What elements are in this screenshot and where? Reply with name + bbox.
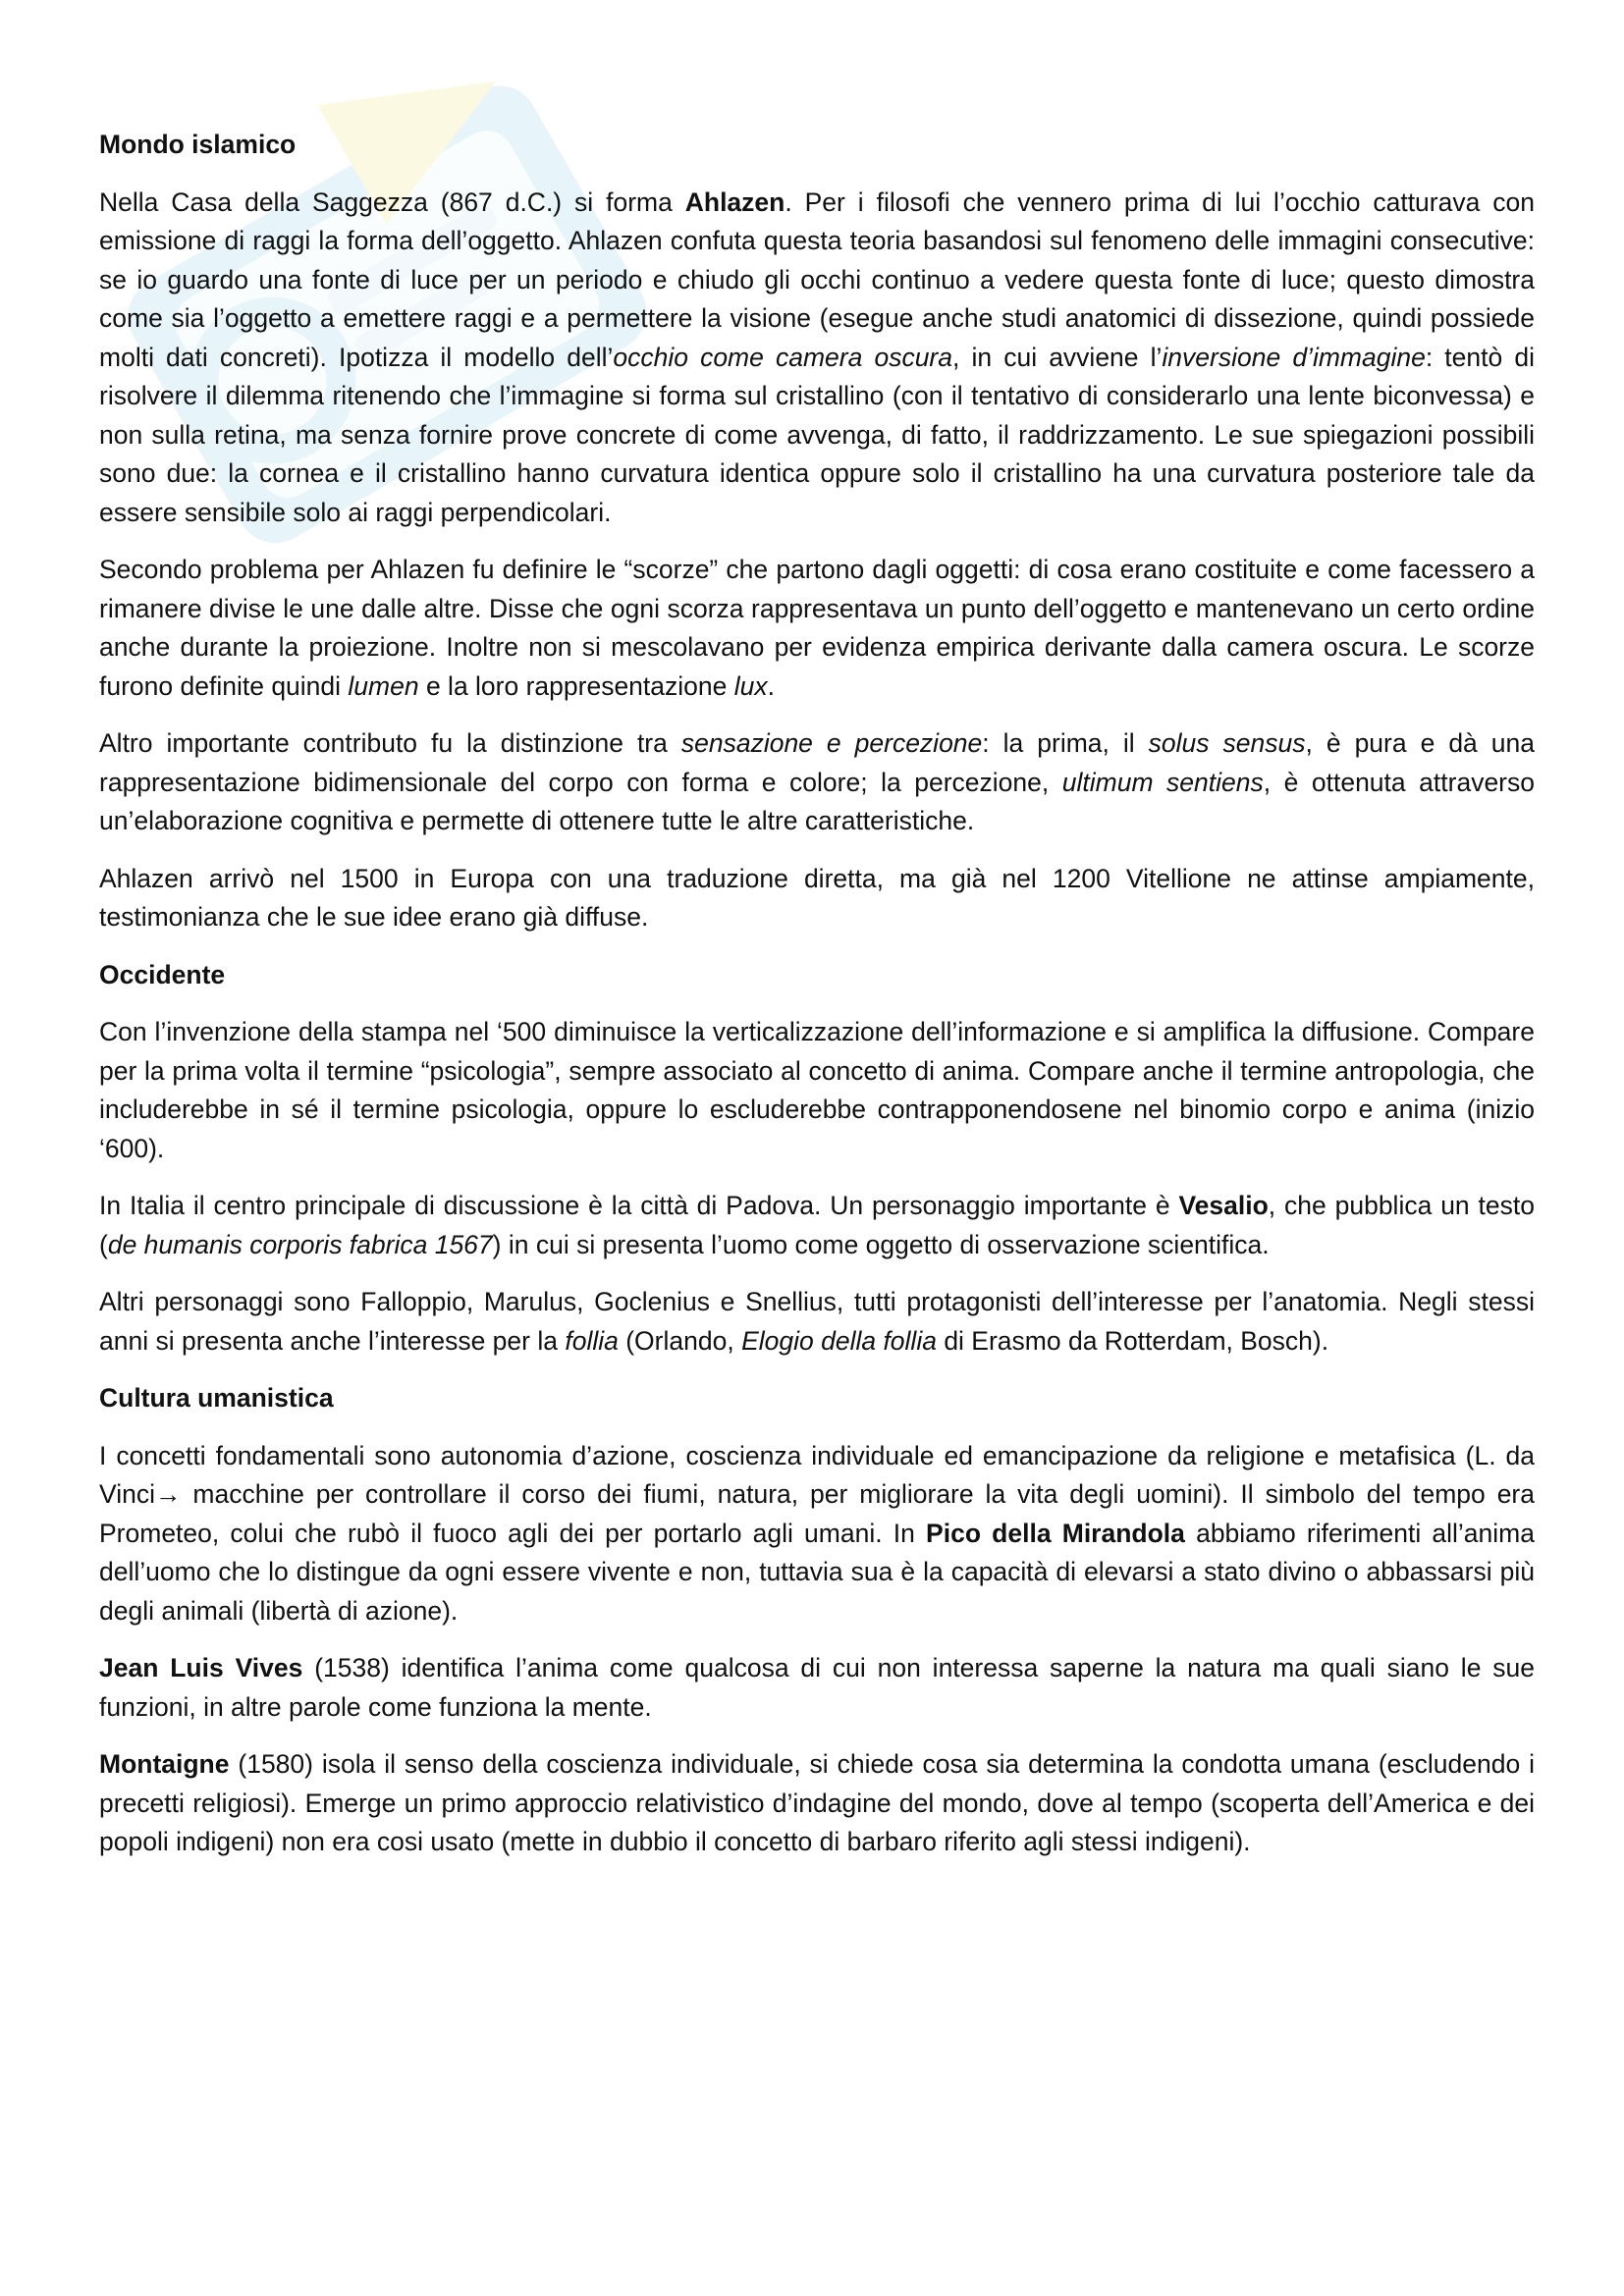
text-run: Secondo problema per Ahlazen fu definire le “scorze” che partono dagli oggetti: di cosa erano costituite e come facessero a rimanere divise le une dalle altre. Disse che ogni scorza rappresentava un punto dell’oggetto e mantenevano un certo ordine anche durante la proiezione. Inoltre non si mescolavano per evidenza empirica derivante dalla camera oscura. Le scorze furono definite quindi	[99, 555, 1535, 701]
italic-text: de humanis corporis fabrica 1567	[107, 1229, 493, 1259]
bold-text: Ahlazen	[684, 187, 785, 217]
text-run: Ahlazen arrivò nel 1500 in Europa con una traduzione diretta, ma già nel 1200 Vitellione ne attinse ampiamente, testimonianza che le sue idee erano già diffuse.	[99, 863, 1535, 932]
text-run: .	[767, 670, 776, 701]
paragraph	[99, 1283, 1535, 1361]
paragraph	[99, 1437, 1535, 1631]
paragraph	[99, 1745, 1535, 1862]
italic-text: Elogio della follia	[741, 1325, 937, 1356]
document-body	[99, 126, 1535, 1881]
text-run: , è ottenuta attraverso un’elaborazione cognitiva e permette di ottenere tutte le altre caratteristiche.	[99, 767, 1535, 835]
text-run: (1580) isola il senso della coscienza individuale, si chiede cosa sia determina la condotta umana (escludendo i precetti religiosi). Emerge un primo approccio relativistico d’indagine del mondo, dove al tempo (scoperta dell’America e dei popoli indigeni) non era cosi usato (mette in dubbio il concetto di barbaro riferito agli stessi indigeni).	[99, 1749, 1535, 1856]
text-run: di Erasmo da Rotterdam, Bosch).	[936, 1325, 1329, 1356]
italic-text: solus sensus	[1148, 728, 1306, 758]
text-run: abbiamo riferimenti all’anima dell’uomo che lo distingue da ogni essere vivente e non, tuttavia sua è la capacità di elevarsi a stato divino o abbassarsi più degli animali (libertà di azione).	[99, 1518, 1535, 1626]
text-run: (Orlando,	[618, 1325, 742, 1356]
text-run: . Per i filosofi che vennero prima di lui l’occhio catturava con emissione di raggi la forma dell’oggetto. Ahlazen confuta questa teoria basandosi sul fenomeno delle immagini consecutive: se io guardo una fonte di luce per un periodo e chiudo gli occhi continuo a vedere questa fonte di luce; questo dimostra come sia l’oggetto a emettere raggi e a permettere la visione (esegue anche studi anatomici di dissezione, quindi possiede molti dati concreti). Ipotizza il modello dell’	[99, 187, 1535, 372]
section-heading: Occidente	[99, 959, 226, 989]
paragraph	[99, 1013, 1535, 1168]
text-run: In Italia il centro principale di discussione è la città di Padova. Un personaggio importante è	[99, 1191, 1179, 1220]
text-run: Nella Casa della Saggezza (867 d.C.) si forma	[99, 187, 685, 217]
paragraph	[99, 551, 1535, 706]
bold-text: Vesalio	[1178, 1191, 1269, 1220]
italic-text: occhio come camera oscura	[613, 342, 952, 372]
text-run: Con l’invenzione della stampa nel ‘500 diminuisce la verticalizzazione dell’informazione e si amplifica la diffusione. Compare per la prima volta il termine “psicologia”, sempre associato al concetto di anima. Compare anche il termine antropologia, che includerebbe in sé il termine psicologia, oppure lo escluderebbe contrapponendosene nel binomio corpo e anima (inizio ‘600).	[99, 1017, 1535, 1163]
paragraph	[99, 184, 1535, 533]
paragraph	[99, 860, 1535, 937]
section-heading: Mondo islamico	[99, 130, 297, 159]
text-run: e la loro rappresentazione	[418, 670, 734, 701]
text-run: ) in cui si presenta l’uomo come oggetto di osservazione scientifica.	[492, 1229, 1270, 1259]
text-run: I concetti fondamentali sono autonomia d’azione, coscienza individuale ed emancipazione da religione e metafisica (L. da Vinci→ macchine per controllare il corso dei fiumi, natura, per migliorare la vita degli uomini). Il simbolo del tempo era Prometeo, colui che rubò il fuoco agli dei per portarlo agli umani. In	[99, 1440, 1535, 1548]
italic-text: ultimum sentiens	[1061, 767, 1264, 797]
bold-text: Montaigne	[99, 1749, 230, 1779]
text-run: , è pura e dà una rappresentazione bidimensionale del corpo con forma e colore; la percezione,	[99, 728, 1535, 797]
bold-text: Jean Luis Vives	[99, 1653, 303, 1682]
text-run: Altro importante contributo fu la distinzione tra	[99, 728, 681, 758]
text-run: (1538) identifica l’anima come qualcosa di cui non interessa saperne la natura ma quali siano le sue funzioni, in altre parole come funziona la mente.	[99, 1653, 1535, 1722]
italic-text: lumen	[348, 670, 419, 701]
italic-text: follia	[565, 1325, 619, 1356]
italic-text: lux	[733, 670, 768, 701]
text-run: , che pubblica un testo (	[99, 1191, 1535, 1259]
text-run: Altri personaggi sono Falloppio, Marulus, Goclenius e Snellius, tutti protagonisti dell’interesse per l’anatomia. Negli stessi anni si presenta anche l’interesse per la	[99, 1287, 1535, 1356]
text-run: : tentò di risolvere il dilemma ritenendo che l’immagine si forma sul cristallino (con il tentativo di considerarlo una lente biconvessa) e non sulla retina, ma senza fornire prove concrete di come avvenga, di fatto, il raddrizzamento. Le sue spiegazioni possibili sono due: la cornea e il cristallino hanno curvatura identica oppure solo il cristallino ha una curvatura posteriore tale da essere sensibile solo ai raggi perpendicolari.	[99, 342, 1535, 527]
paragraph	[99, 1649, 1535, 1727]
paragraph	[99, 1187, 1535, 1264]
bold-text: Pico della Mirandola	[926, 1518, 1185, 1548]
paragraph	[99, 724, 1535, 841]
italic-text: sensazione e percezione	[680, 728, 983, 758]
text-run: , in cui avviene l’	[952, 342, 1163, 372]
italic-text: inversione d’immagine	[1162, 342, 1426, 372]
section-heading: Cultura umanistica	[99, 1383, 334, 1413]
text-run: : la prima, il	[982, 728, 1149, 758]
